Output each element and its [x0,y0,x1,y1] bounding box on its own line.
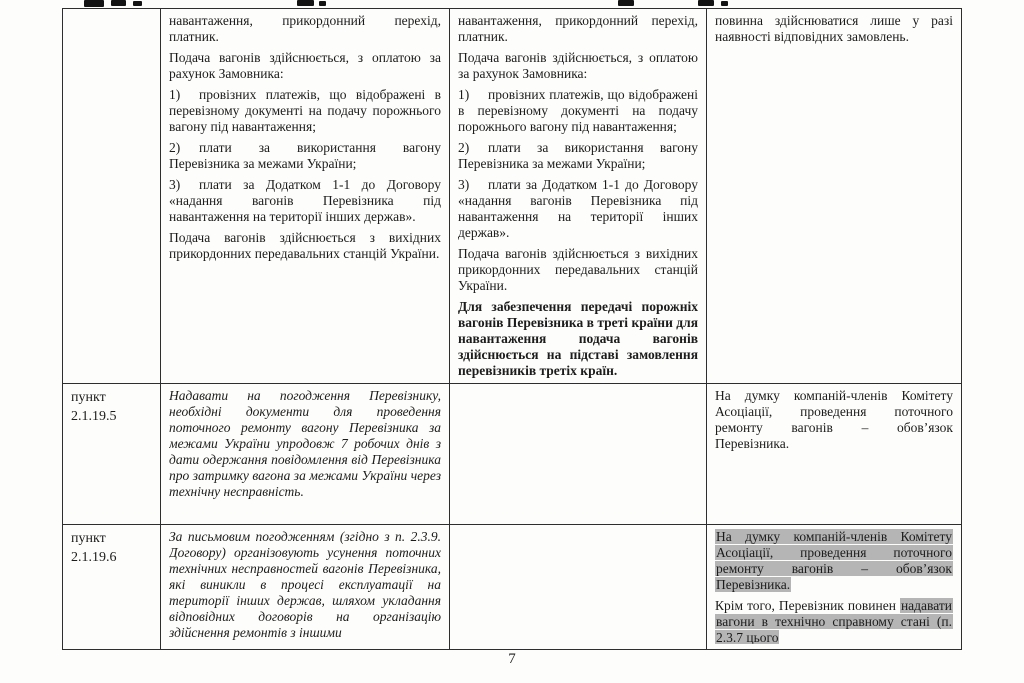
proposal-text: За письмовим погодженням (згідно з п. 2.3.9. Договору) організовують усунення поточних технічних несправностей вагонів Перевізника, які виникли в процесі експлуатації на території інших держав, шляхом укладання відповідних договорів на організацію здійснення ремонтів з іншими [169,529,441,640]
item-number: 1) [169,87,181,102]
item-text: плати за використання вагону Перевізника за межами України; [169,140,441,171]
scan-mark [111,0,126,6]
clause-label-word: пункт [71,390,106,405]
item-number: 2) [169,140,181,155]
clause-label-cell [63,525,161,650]
clause-label-cell-empty [63,9,161,384]
paragraph: навантаження, прикордонний перехід, платник. [169,13,441,44]
clause-label-word: пункт [71,531,106,546]
plain-text: Крім того, Перевізник повинен [715,598,900,613]
item-number: 3) [458,177,470,192]
comment-cell-highlighted [707,525,962,650]
page-number: 7 [508,651,516,667]
comment-text: На думку компаній-членів Комітету Асоціації, проведення поточного ремонту вагонів – обов’язок Перевізника. [715,388,953,451]
item-text: плати за використання вагону Перевізника за межами України; [458,140,698,171]
numbered-item [458,177,698,241]
empty-cell [450,525,707,650]
paragraph: навантаження, прикордонний перехід, платник. [458,13,698,44]
comment-text [715,598,953,644]
scan-mark [319,1,326,6]
scan-mark [721,1,728,6]
item-number: 3) [169,177,181,192]
table-row-2-1-19-6 [63,525,962,650]
numbered-item [458,87,698,135]
highlighted-text: На думку компаній-членів Комітету Асоціації, проведення поточного ремонту вагонів – обов’язок Перевізника. [716,529,952,592]
item-text: провізних платежів, що відображені в перевізному документі на подачу порожнього вагону під навантаження; [169,87,441,134]
paragraph: Подача вагонів здійснюється, з оплатою за рахунок Замовника: [169,50,441,81]
paragraph-bold: Для забезпечення передачі порожніх вагонів Перевізника в треті країни для навантаження подача вагонів здійснюється на підставі замовлення перевізників третіх країн. [458,299,698,378]
comment-text-highlighted [715,529,953,593]
clause-label-number: 2.1.19.6 [71,550,117,565]
paragraph: Подача вагонів здійснюється, з оплатою за рахунок Замовника: [458,50,698,81]
scan-mark [297,0,314,6]
paragraph: Подача вагонів здійснюється з вихідних прикордонних передавальних станцій України. [458,246,698,293]
comment-cell [707,384,962,525]
comment-cell [707,9,962,384]
numbered-item [169,140,441,172]
current-text-cell [161,9,450,384]
item-text: плати за Додатком 1-1 до Договору «надання вагонів Перевізника під навантаження на території інших держав». [458,177,698,240]
scan-mark [133,1,142,6]
empty-cell [450,384,707,525]
proposal-text-cell [161,525,450,650]
clause-label-cell [63,384,161,525]
proposal-text: Надавати на погодження Перевізнику, необхідні документи для проведення поточного ремонту вагону Перевізника за межами України упродовж 7 робочих днів з дати одержання повідомлення від Перевізника про затримку вагона за межами України через технічну несправність. [169,388,441,499]
numbered-item [169,87,441,135]
scan-mark [618,0,634,6]
proposal-text-cell [161,384,450,525]
proposed-text-cell [450,9,707,384]
item-text: плати за Додатком 1-1 до Договору «надання вагонів Перевізника під навантаження на території інших держав». [169,177,441,224]
clause-label-number: 2.1.19.5 [71,409,117,424]
item-number: 1) [458,87,470,102]
comment-text: повинна здійснюватися лише у разі наявності відповідних замовлень. [715,13,953,44]
numbered-item [169,177,441,225]
table-row-continuation [63,9,962,384]
paragraph: Подача вагонів здійснюється з вихідних прикордонних передавальних станцій України. [169,230,441,261]
scan-mark [84,0,104,7]
scan-mark [698,0,714,6]
item-text: провізних платежів, що відображені в перевізному документі на подачу порожнього вагону під навантаження; [458,87,698,134]
table-row-2-1-19-5 [63,384,962,525]
numbered-item [458,140,698,172]
highlighted-text: надавати вагони в технічно справному стані (п. 2.3.7 цього [716,598,952,644]
item-number: 2) [458,140,470,155]
contract-comparison-table [62,8,962,650]
